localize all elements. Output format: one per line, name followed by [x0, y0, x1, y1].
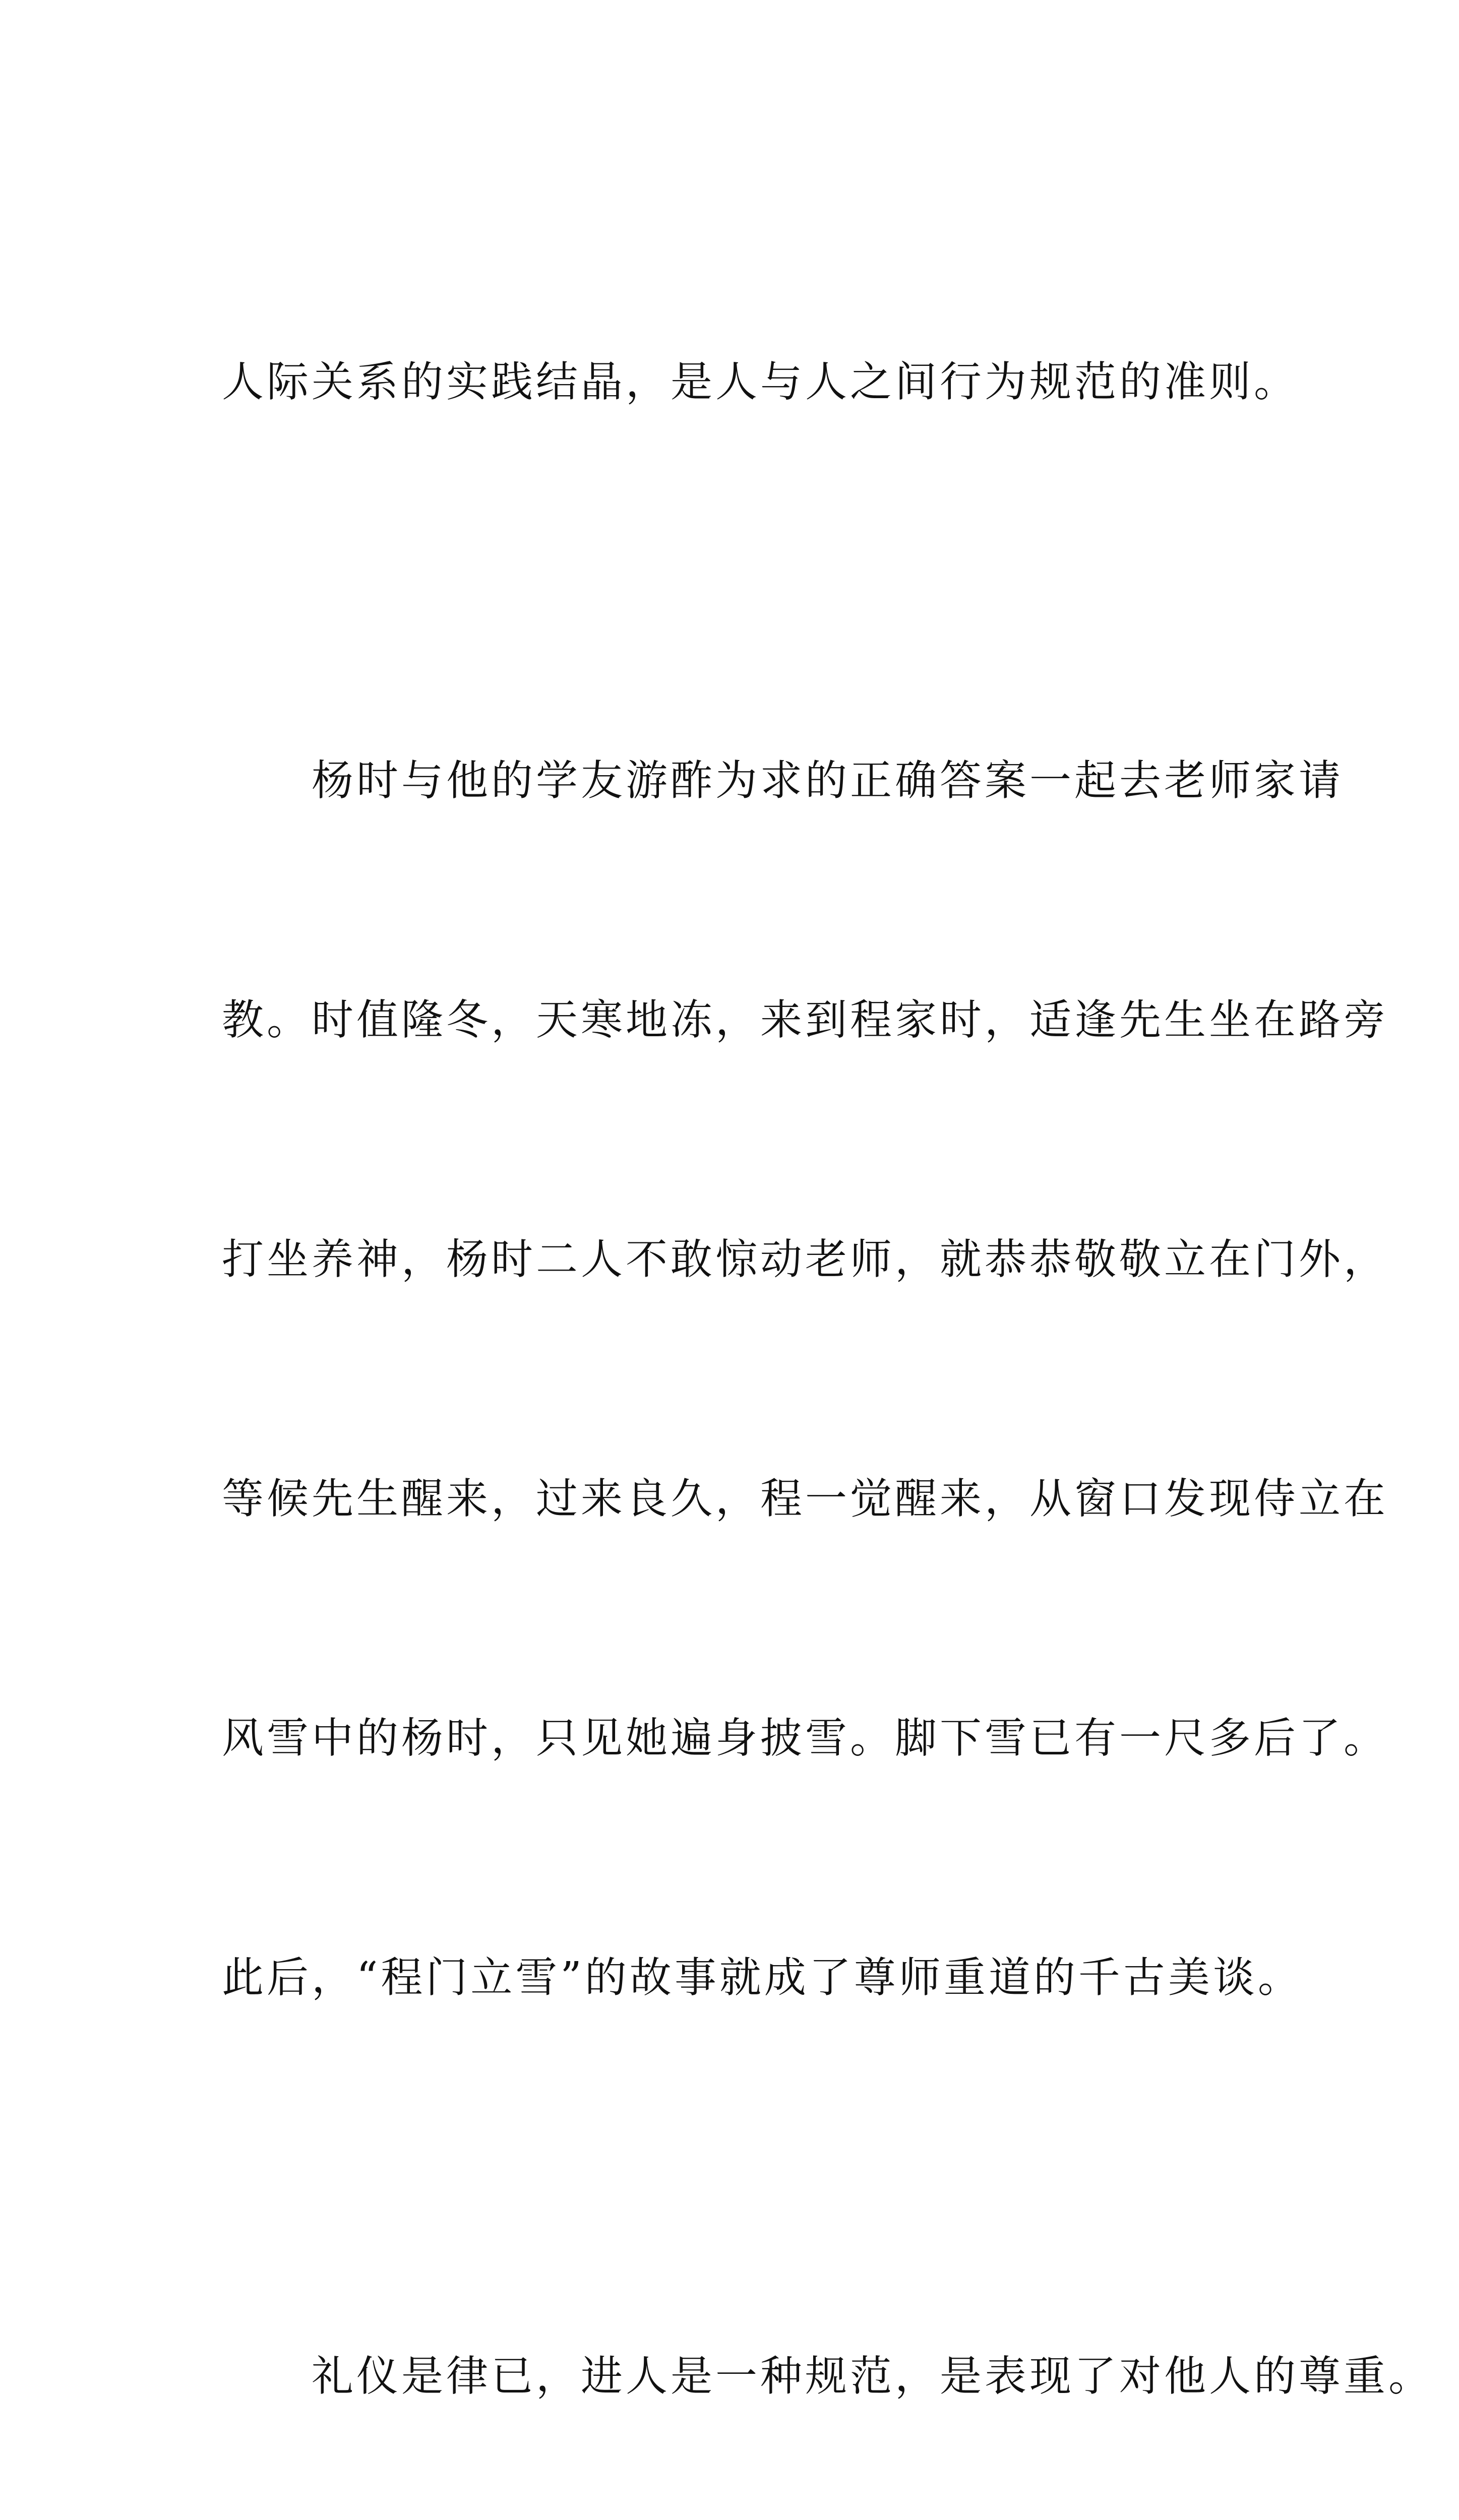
text-line: 此后，“程门立雪”的故事就成了尊师重道的千古美谈。 [222, 1952, 1303, 2002]
text-line: 礼仪是律已，进人是一种规范，是表现了对他人的尊重。 [222, 2352, 1433, 2401]
text-line: 杨时与他的学友游酢为求的正确答案一起去老师家请 [222, 756, 1344, 805]
document-body [222, 182, 1433, 2520]
paragraph-2 [222, 581, 1388, 2177]
text-line: 教。时值隆冬，天寒地冻，来到程家时，适逢先生坐在路旁 [222, 995, 1388, 1044]
text-line: 等候先生醒来，过来良久，程一觉醒来，从窗口发现侍立在 [222, 1474, 1388, 1523]
paragraph-1 [222, 182, 1299, 581]
text-line: 风雪中的杨时，只见她遍身披雪。脚下雪已有一尺多后了。 [222, 1713, 1388, 1762]
text-line: 人际关系的实践结晶，是人与人之间行为规范的准则。 [222, 357, 1299, 406]
paragraph-3 [222, 2177, 1433, 2520]
text-line: 打坐养神，杨时二人不敢惊动老师，就恭恭敬敬立在门外， [222, 1234, 1388, 1284]
